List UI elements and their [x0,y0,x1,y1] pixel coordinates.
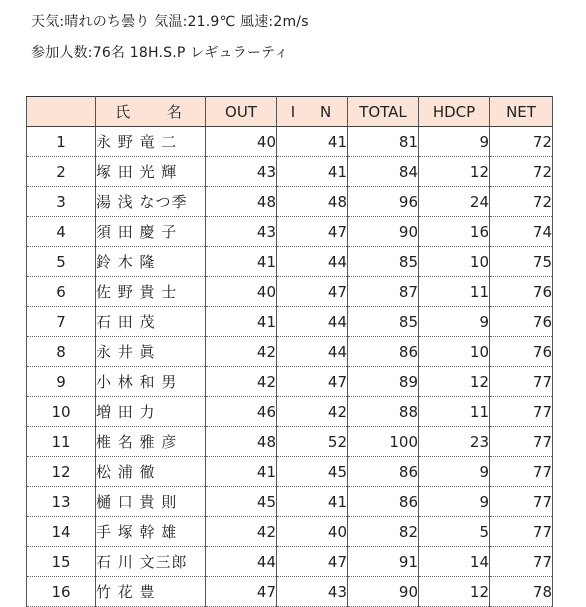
handicap-cell: 24 [419,187,490,217]
net-score-cell: 77 [490,487,553,517]
rank-cell: 12 [27,457,96,487]
results-table-body [27,127,553,607]
rank-cell: 2 [27,157,96,187]
rank-cell: 7 [27,307,96,337]
table-row [27,397,553,427]
total-score-cell: 96 [348,187,419,217]
column-header-name: 氏 名 [96,97,206,127]
handicap-cell: 16 [419,217,490,247]
in-score-cell: 40 [277,517,348,547]
column-header-out: OUT [206,97,277,127]
net-score-cell: 72 [490,157,553,187]
player-name-cell: 樋 口 貴 則 [96,487,206,517]
total-score-cell: 90 [348,217,419,247]
net-score-cell: 78 [490,577,553,607]
rank-cell: 3 [27,187,96,217]
total-score-cell: 89 [348,367,419,397]
net-score-cell: 72 [490,187,553,217]
table-row [27,337,553,367]
table-row [27,457,553,487]
in-score-cell: 44 [277,247,348,277]
table-row [27,307,553,337]
in-score-cell: 41 [277,127,348,157]
in-score-cell: 44 [277,307,348,337]
out-score-cell: 42 [206,337,277,367]
total-score-cell: 82 [348,517,419,547]
out-score-cell: 43 [206,157,277,187]
results-table [26,96,553,607]
table-row [27,547,553,577]
table-row [27,187,553,217]
handicap-cell: 9 [419,457,490,487]
table-row [27,487,553,517]
column-header-net: NET [490,97,553,127]
player-name-cell: 塚 田 光 輝 [96,157,206,187]
out-score-cell: 47 [206,577,277,607]
in-score-cell: 41 [277,487,348,517]
player-name-cell: 須 田 慶 子 [96,217,206,247]
player-name-cell: 湯 浅 なつ季 [96,187,206,217]
table-row [27,517,553,547]
total-score-cell: 100 [348,427,419,457]
handicap-cell: 12 [419,367,490,397]
handicap-cell: 12 [419,157,490,187]
rank-cell: 8 [27,337,96,367]
handicap-cell: 10 [419,337,490,367]
handicap-cell: 9 [419,127,490,157]
in-score-cell: 52 [277,427,348,457]
rank-cell: 4 [27,217,96,247]
in-score-cell: 47 [277,277,348,307]
out-score-cell: 42 [206,517,277,547]
player-name-cell: 佐 野 貴 士 [96,277,206,307]
total-score-cell: 86 [348,337,419,367]
handicap-cell: 11 [419,277,490,307]
net-score-cell: 76 [490,307,553,337]
in-score-cell: 44 [277,337,348,367]
in-score-cell: 47 [277,367,348,397]
player-name-cell: 手 塚 幹 雄 [96,517,206,547]
out-score-cell: 41 [206,307,277,337]
net-score-cell: 75 [490,247,553,277]
rank-cell: 16 [27,577,96,607]
in-score-cell: 48 [277,187,348,217]
table-row [27,157,553,187]
out-score-cell: 40 [206,127,277,157]
player-name-cell: 小 林 和 男 [96,367,206,397]
out-score-cell: 41 [206,247,277,277]
player-name-cell: 永 井 眞 [96,337,206,367]
net-score-cell: 77 [490,427,553,457]
out-score-cell: 41 [206,457,277,487]
handicap-cell: 23 [419,427,490,457]
rank-cell: 14 [27,517,96,547]
player-name-cell: 永 野 竜 二 [96,127,206,157]
table-row [27,247,553,277]
in-score-cell: 43 [277,577,348,607]
net-score-cell: 76 [490,277,553,307]
handicap-cell: 11 [419,397,490,427]
total-score-cell: 84 [348,157,419,187]
rank-cell: 10 [27,397,96,427]
net-score-cell: 77 [490,457,553,487]
rank-cell: 6 [27,277,96,307]
net-score-cell: 77 [490,547,553,577]
net-score-cell: 77 [490,367,553,397]
out-score-cell: 42 [206,367,277,397]
column-header-in: I N [277,97,348,127]
handicap-cell: 12 [419,577,490,607]
player-name-cell: 増 田 力 [96,397,206,427]
player-name-cell: 鈴 木 隆 [96,247,206,277]
player-name-cell: 石 川 文三郎 [96,547,206,577]
in-score-cell: 47 [277,217,348,247]
column-header-total: TOTAL [348,97,419,127]
net-score-cell: 74 [490,217,553,247]
out-score-cell: 45 [206,487,277,517]
rank-cell: 15 [27,547,96,577]
net-score-cell: 77 [490,517,553,547]
in-score-cell: 47 [277,547,348,577]
handicap-cell: 10 [419,247,490,277]
out-score-cell: 46 [206,397,277,427]
player-name-cell: 松 浦 徹 [96,457,206,487]
out-score-cell: 48 [206,187,277,217]
rank-cell: 13 [27,487,96,517]
results-table-header [27,97,553,127]
weather-info: 天気:晴れのち曇り 気温:21.9℃ 風速:2m/s [31,14,309,30]
rank-cell: 9 [27,367,96,397]
net-score-cell: 76 [490,337,553,367]
total-score-cell: 87 [348,277,419,307]
total-score-cell: 86 [348,457,419,487]
in-score-cell: 45 [277,457,348,487]
player-name-cell: 椎 名 雅 彦 [96,427,206,457]
total-score-cell: 86 [348,487,419,517]
total-score-cell: 85 [348,307,419,337]
table-row [27,367,553,397]
column-header-hdcp: HDCP [419,97,490,127]
total-score-cell: 81 [348,127,419,157]
player-name-cell: 石 田 茂 [96,307,206,337]
net-score-cell: 77 [490,397,553,427]
handicap-cell: 14 [419,547,490,577]
out-score-cell: 43 [206,217,277,247]
column-header-rank [27,97,96,127]
in-score-cell: 41 [277,157,348,187]
header-row [27,97,553,127]
table-row [27,127,553,157]
out-score-cell: 48 [206,427,277,457]
handicap-cell: 9 [419,307,490,337]
out-score-cell: 40 [206,277,277,307]
total-score-cell: 88 [348,397,419,427]
handicap-cell: 5 [419,517,490,547]
total-score-cell: 90 [348,577,419,607]
player-name-cell: 竹 花 豊 [96,577,206,607]
total-score-cell: 91 [348,547,419,577]
table-row [27,217,553,247]
competition-info: 参加人数:76名 18H.S.P レギュラーティ [31,45,289,61]
in-score-cell: 42 [277,397,348,427]
handicap-cell: 9 [419,487,490,517]
out-score-cell: 44 [206,547,277,577]
rank-cell: 11 [27,427,96,457]
table-row [27,427,553,457]
rank-cell: 1 [27,127,96,157]
table-row [27,277,553,307]
net-score-cell: 72 [490,127,553,157]
total-score-cell: 85 [348,247,419,277]
rank-cell: 5 [27,247,96,277]
table-row [27,577,553,607]
